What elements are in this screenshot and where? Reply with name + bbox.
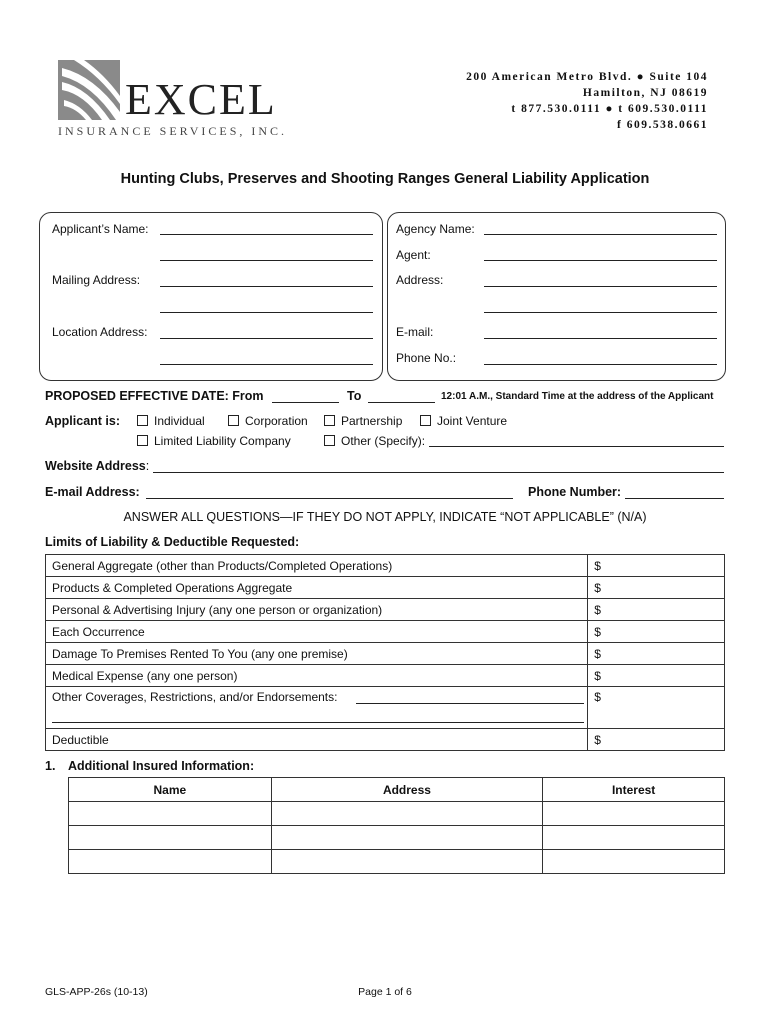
- additional-insured-heading: Additional Insured Information:: [68, 759, 255, 773]
- applicant-is-label: Applicant is:: [45, 414, 121, 428]
- limit-amount-field[interactable]: $: [588, 643, 725, 665]
- corporation-checkbox[interactable]: [228, 415, 239, 426]
- table-row: [46, 555, 725, 577]
- limit-label: Other Coverages, Restrictions, and/or Endorsements:: [52, 690, 338, 704]
- table-row: [46, 687, 725, 729]
- name-cell[interactable]: [69, 826, 272, 850]
- partnership-checkbox[interactable]: [324, 415, 335, 426]
- interest-cell[interactable]: [543, 802, 725, 826]
- limit-label: General Aggregate (other than Products/Completed Operations): [46, 555, 588, 577]
- address-line-1: 200 American Metro Blvd. ● Suite 104: [466, 71, 708, 83]
- form-code: GLS-APP-26s (10-13): [45, 986, 148, 998]
- llc-label: Limited Liability Company: [154, 434, 291, 448]
- table-row: [46, 643, 725, 665]
- limit-amount-field[interactable]: $: [588, 555, 725, 577]
- limit-amount-field[interactable]: $: [588, 621, 725, 643]
- agency-email-field[interactable]: [484, 338, 717, 339]
- logo-mark-icon: [58, 60, 120, 120]
- corporation-label: Corporation: [245, 414, 308, 428]
- joint-venture-checkbox[interactable]: [420, 415, 431, 426]
- interest-cell[interactable]: [543, 850, 725, 874]
- limits-table: [45, 554, 725, 751]
- mailing-address-field-2[interactable]: [160, 312, 373, 313]
- individual-label: Individual: [154, 414, 205, 428]
- agency-email-label: E-mail:: [396, 325, 434, 339]
- agency-address-field[interactable]: [484, 286, 717, 287]
- page-number: Page 1 of 6: [358, 986, 412, 998]
- applicant-name-field[interactable]: [160, 234, 373, 235]
- mailing-address-field[interactable]: [160, 286, 373, 287]
- table-row: [46, 665, 725, 687]
- email-address-label: E-mail Address:: [45, 485, 140, 499]
- agent-label: Agent:: [396, 248, 431, 262]
- effective-date-label: PROPOSED EFFECTIVE DATE: From: [45, 389, 264, 403]
- table-row: [69, 826, 725, 850]
- table-row: [46, 577, 725, 599]
- address-cell[interactable]: [271, 850, 543, 874]
- column-header-address: Address: [271, 778, 543, 802]
- llc-checkbox[interactable]: [137, 435, 148, 446]
- applicant-box: [39, 212, 383, 381]
- agency-phone-label: Phone No.:: [396, 351, 457, 365]
- address-cell[interactable]: [271, 802, 543, 826]
- column-header-interest: Interest: [543, 778, 725, 802]
- individual-checkbox[interactable]: [137, 415, 148, 426]
- agency-address-label: Address:: [396, 273, 444, 287]
- location-address-field-2[interactable]: [160, 364, 373, 365]
- email-address-field[interactable]: [146, 498, 513, 499]
- fax-line: f 609.538.0661: [617, 119, 708, 131]
- limit-amount-field[interactable]: $: [588, 599, 725, 621]
- other-coverages-field[interactable]: [356, 703, 584, 704]
- location-address-field[interactable]: [160, 338, 373, 339]
- limit-amount-field[interactable]: $: [588, 729, 725, 751]
- effective-to-label: To: [347, 389, 362, 403]
- address-cell[interactable]: [271, 826, 543, 850]
- table-row: [69, 802, 725, 826]
- limit-amount-field[interactable]: $: [588, 577, 725, 599]
- interest-cell[interactable]: [543, 826, 725, 850]
- table-row: [46, 599, 725, 621]
- other-coverages-field-2[interactable]: [52, 722, 584, 723]
- limit-label: Medical Expense (any one person): [46, 665, 588, 687]
- logo-tagline: INSURANCE SERVICES, INC.: [58, 124, 288, 138]
- address-line-2: Hamilton, NJ 08619: [582, 87, 708, 99]
- column-header-name: Name: [69, 778, 272, 802]
- logo-name: EXCEL: [125, 75, 277, 124]
- partnership-label: Partnership: [341, 414, 403, 428]
- effective-time-note: 12:01 A.M., Standard Time at the address of the Applicant: [441, 391, 714, 402]
- agent-field[interactable]: [484, 260, 717, 261]
- limit-label: Personal & Advertising Injury (any one person or organization): [46, 599, 588, 621]
- effective-to-field[interactable]: [368, 402, 435, 403]
- additional-insured-table: [68, 777, 725, 874]
- agency-name-label: Agency Name:: [396, 222, 475, 236]
- limit-label: Damage To Premises Rented To You (any one premise): [46, 643, 588, 665]
- table-row: [46, 729, 725, 751]
- table-row: [69, 850, 725, 874]
- limit-amount-field[interactable]: $: [588, 687, 725, 729]
- other-label: Other (Specify):: [341, 434, 426, 448]
- other-checkbox[interactable]: [324, 435, 335, 446]
- limits-heading: Limits of Liability & Deductible Requested:: [45, 535, 300, 549]
- phone-number-label: Phone Number:: [528, 485, 622, 499]
- website-field[interactable]: [153, 472, 724, 473]
- agency-name-field[interactable]: [484, 234, 717, 235]
- instructions: ANSWER ALL QUESTIONS—IF THEY DO NOT APPLY, INDICATE “NOT APPLICABLE” (N/A): [123, 510, 647, 524]
- applicant-name-field-2[interactable]: [160, 260, 373, 261]
- name-cell[interactable]: [69, 850, 272, 874]
- agency-address-field-2[interactable]: [484, 312, 717, 313]
- phone-line: t 877.530.0111 ● t 609.530.0111: [511, 103, 708, 115]
- limit-amount-field[interactable]: $: [588, 665, 725, 687]
- agency-phone-field[interactable]: [484, 364, 717, 365]
- other-coverages-cell: [46, 687, 588, 729]
- name-cell[interactable]: [69, 802, 272, 826]
- page-title: Hunting Clubs, Preserves and Shooting Ranges General Liability Application: [120, 171, 650, 187]
- limit-label: Products & Completed Operations Aggregate: [46, 577, 588, 599]
- applicant-name-label: Applicant’s Name:: [52, 222, 149, 236]
- website-label: Website Address:: [45, 459, 150, 473]
- additional-insured-number: 1.: [45, 759, 56, 773]
- other-specify-field[interactable]: [429, 446, 724, 447]
- limit-label: Each Occurrence: [46, 621, 588, 643]
- table-row: [46, 621, 725, 643]
- phone-number-field[interactable]: [625, 498, 724, 499]
- mailing-address-label: Mailing Address:: [52, 273, 141, 287]
- effective-from-field[interactable]: [272, 402, 339, 403]
- location-address-label: Location Address:: [52, 325, 148, 339]
- joint-venture-label: Joint Venture: [437, 414, 508, 428]
- limit-label: Deductible: [46, 729, 588, 751]
- table-header-row: [69, 778, 725, 802]
